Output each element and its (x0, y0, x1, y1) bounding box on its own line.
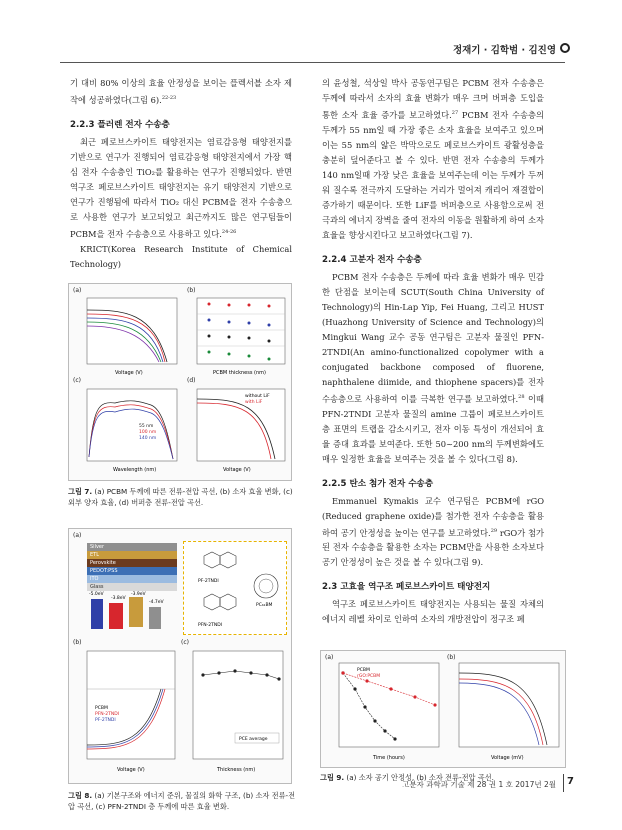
fig7-label-b: (b) (187, 287, 196, 294)
layer-ito: ITO (87, 575, 177, 583)
layer-pedot: PEDOT:PSS (87, 567, 177, 575)
right-para-4: 역구조 페로브스카이트 태양전지는 사용되는 물질 자체의 에너지 레벨 차이로 인하여 소자의 개방전압이 정구조 페 (322, 599, 544, 625)
header-authors: 정재기 · 김학범 · 김진영 (452, 45, 556, 56)
energy-4: -4.7eV (149, 600, 164, 605)
fig9-label-b: (b) (447, 654, 456, 661)
section-heading-224: 2.2.4 고분자 전자 수송층 (322, 254, 422, 265)
figure-9 (320, 650, 566, 768)
left-column (70, 76, 292, 272)
fig7c-legend-140: 140 nm (139, 436, 157, 441)
fig9b-xlabel: Voltage (mV) (491, 755, 524, 761)
fig7c-legend-100: 100 nm (139, 430, 157, 435)
mol-pcbm: PC₆₁BM (256, 603, 273, 608)
fig8-label-a: (a) (73, 532, 82, 539)
figure-8 (68, 528, 292, 784)
figure-7 (68, 283, 292, 481)
fig8b-legend-pcbm: PCBM (95, 706, 108, 711)
fig7d-legend-without: without LiF (245, 394, 270, 399)
energy-2: -3.8eV (111, 596, 126, 601)
fig7-label-c: (c) (73, 377, 81, 384)
fig7d-legend-with: with LiF (245, 400, 263, 405)
fig7c-legend-55: 55 nm (139, 424, 154, 429)
figure-9-caption: 그림 9. (a) 소자 공기 안정성, (b) 소자 전류-전압 곡선. (320, 773, 494, 782)
fig7b-xlabel: PCBM thickness (nm) (213, 370, 266, 376)
fig7-label-d: (d) (187, 377, 196, 384)
fig9b-jv-plot (447, 659, 563, 765)
left-para-1: 기 대비 80% 이상의 효율 안정성을 보이는 플렉서블 소자 제작에 성공하였다(그림 6).$^{22-23}$ (70, 78, 292, 105)
fig8b-legend-pfn: PFN-2TNDI (95, 712, 120, 717)
fig8b-legend-pf: PF-2TNDI (95, 718, 116, 723)
fig8-label-b: (b) (73, 639, 82, 646)
header-circle-icon (560, 43, 570, 53)
section-heading-23: 2.3 고효율 역구조 페로브스카이트 태양전지 (322, 582, 491, 593)
fig9-label-a: (a) (325, 654, 334, 661)
header-rule (60, 62, 565, 63)
page-number: 7 (567, 776, 574, 787)
fig7a-xlabel: Voltage (V) (115, 370, 143, 376)
fig7d-xlabel: Voltage (V) (223, 467, 251, 473)
fig9a-stability-plot (327, 659, 443, 765)
section-heading-225: 2.2.5 탄소 첨가 전자 수송층 (322, 478, 434, 489)
fig8c-pce-plot (183, 649, 289, 779)
fig8-chem-structures (183, 541, 287, 635)
fig8-device-stack (87, 543, 177, 591)
layer-perovskite: Perovskite (87, 559, 177, 567)
fig8-energy-diagram (87, 589, 179, 637)
figure-7-caption: 그림 7. (a) PCBM 두께에 따른 전류-전압 곡선, (b) 소자 효율 변화, (c) 외부 양자 효율, (d) 버퍼층 전류-전압 곡선. (68, 487, 293, 507)
layer-glass: Glass (87, 583, 177, 591)
fig9a-legend-pcbm: PCBM (357, 668, 370, 673)
mol-pfn2tndi: PFN-2TNDI (198, 623, 223, 628)
fig7a-jv-plot (75, 296, 181, 376)
mol-pf2tndi: PF-2TNDI (198, 579, 219, 584)
footer-journal: 고분자 과학과 기술 제 28 권 1 호 2017년 2월 (402, 780, 556, 789)
left-para-3: KRICT(Korea Research Institute of Chemical Technology) (70, 243, 292, 269)
right-column (322, 76, 544, 627)
left-para-2: 최근 페로브스카이트 태양전지는 염료감응형 태양전지를 기반으로 연구가 진행되어 염료감응형 태양전지에서 가장 핵심 전자 수송층인 TiO₂를 활용하는 연구가 진행되었다. 반면 역구조 페로브스카이트 태양전지는 유기 태양전지 기반으로 연구가 진행됨에 따라서 TiO₂ 대신 PCBM을 전자 수송층으로 사용한 연구가 보고되었고 최근까지도 많은 연구팀들이 PCBM을 전자 수송층으로 사용하고 있다.$^{24-26}$ (70, 136, 292, 239)
footer-divider (563, 774, 564, 792)
fig8-label-c: (c) (181, 639, 189, 646)
section-heading-223: 2.2.3 플러렌 전자 수송층 (70, 119, 170, 130)
fig7-label-a: (a) (73, 287, 82, 294)
fig7c-eqe-plot (75, 387, 181, 477)
energy-1: -5.0eV (89, 592, 104, 597)
energy-3: -3.9eV (131, 592, 146, 597)
fig8c-xlabel: Thickness (nm) (217, 767, 256, 773)
fig7c-xlabel: Wavelength (nm) (113, 467, 157, 473)
fig7d-lif-plot (191, 387, 289, 477)
right-para-2: PCBM 전자 수송층은 두께에 따라 효율 변화가 매우 민감한 단점을 보이는데 SCUT(South China University of Technology)의 Hin-Lap Yip, Fei Huang, 그리고 HUST (Huazhong University of Science and Technology)의 Mingkui Wang 교수 공동 연구팀은 고분자 물질인 PFN-2TNDI(An amino-functionalized copolymer with a conjugated backbone composed of fluorene, naphthalene diimide, and thiophene spacers)를 전자 수송층으로 사용하여 이를 극복한 연구를 보고하였다.$^{28}$ 이때 PFN-2TNDI 고분자 물질의 amine 그룹이 페로브스카이트 층 표면의 트랩을 감소시키고, 전자 이동 특성이 개선되어 효율 증대 효과를 보여준다. 또한 50~200 nm의 두께변화에도 매우 일정한 효율을 보여주는 것을 볼 수 있다(그림 8). (322, 271, 544, 464)
fig8c-legend: PCE average (239, 737, 268, 742)
fig7b-trend-plot (191, 296, 289, 376)
fig8b-xlabel: Voltage (V) (117, 767, 145, 773)
right-para-1: 의 윤성철, 석상일 박사 공동연구팀은 PCBM 전자 수송층은 두께에 따라서 소자의 효율 변화가 매우 크며 버퍼층 도입을 통한 소자 효율 증가를 보고하였다.$^{27}$ PCBM 전자 수송층의 두께가 55 nm일 때 가장 좋은 소자 효율을 보여주고 있으며 이는 55 nm의 얇은 박막으로도 페로브스카이트 광활성층을 충분히 덮어준다고 볼 수 있다. 반면 전자 수송층의 두께가 140 nm일때 가장 낮은 효율을 보여주는데 이는 두께가 두꺼워 질수록 전극까지 도달하는 거리가 멀어져 캐리어 재결합이 증가하기 때문이다. 또한 LiF를 버퍼층으로 사용함으로써 전극과의 에너지 장벽을 줄여 전자의 이동을 원활하게 하여 소자 효율을 향상시킨다고 보고하였다(그림 7). (322, 78, 545, 240)
fig9a-legend-rgo: rGO:PCBM (357, 674, 381, 679)
right-para-3: Emmanuel Kymakis 교수 연구팀은 PCBM에 rGO (Reduced graphene oxide)를 첨가한 전자 수송층을 활용하여 공기 안정성을 높이는 연구를 보고하였다.$^{29}$ rGO가 첨가된 전자 수송층을 활용한 소자는 PCBM만을 사용한 소자보다 공기 안정성이 높은 것을 볼 수 있다(그림 9). (322, 495, 545, 568)
layer-etl: ETL (87, 551, 177, 559)
figure-8-caption: 그림 8. (a) 기본구조와 에너지 준위, 물질의 화학 구조, (b) 소자 전류-전압 곡선, (c) PFN-2TNDI 층 두께에 따른 효율 변화. (68, 791, 296, 811)
layer-silver: Silver (87, 543, 177, 551)
fig8b-jv-plot (75, 649, 179, 779)
fig9a-xlabel: Time (hours) (373, 755, 405, 761)
